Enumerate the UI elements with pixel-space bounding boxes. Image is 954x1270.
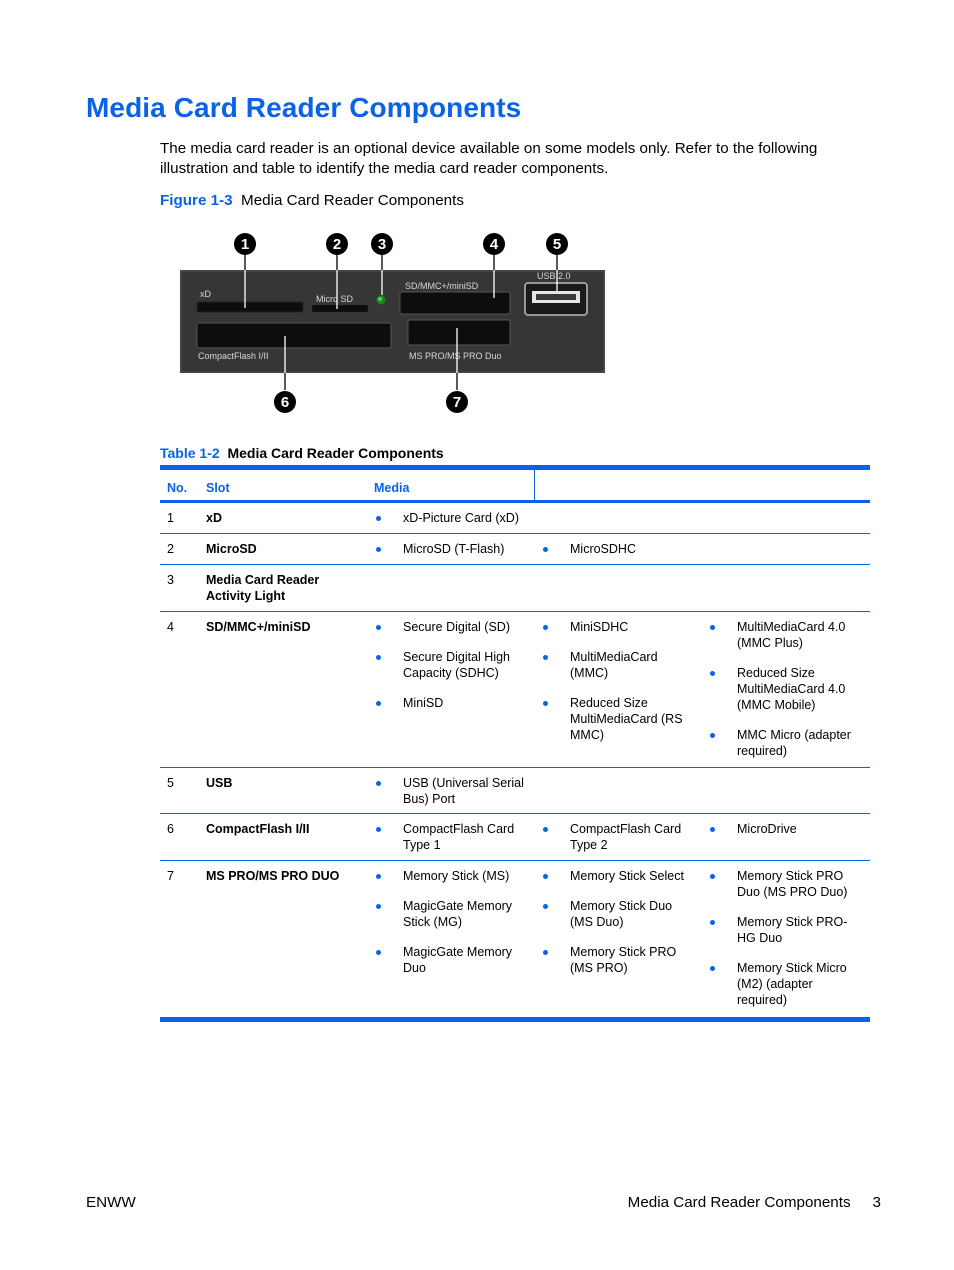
header-slot: Slot <box>206 481 230 495</box>
media-item: Memory Stick PRO (MS PRO) <box>541 944 691 976</box>
callout-1-label: 1 <box>240 236 250 253</box>
media-item: Secure Digital High Capacity (SDHC) <box>374 649 524 681</box>
media-column <box>708 868 858 1022</box>
media-item: MagicGate Memory Duo <box>374 944 524 976</box>
row-number: 2 <box>167 542 174 556</box>
figure-caption-text: Media Card Reader Components <box>241 192 464 209</box>
row-number: 6 <box>167 822 174 836</box>
table-caption <box>160 445 444 461</box>
callout-2-label: 2 <box>332 236 342 253</box>
components-table <box>160 465 870 1022</box>
row-slot: MS PRO/MS PRO DUO <box>206 869 340 883</box>
media-item: MultiMediaCard 4.0 (MMC Plus) <box>708 619 858 651</box>
media-item: Memory Stick (MS) <box>374 868 524 884</box>
media-column <box>541 868 691 990</box>
media-item: MagicGate Memory Stick (MG) <box>374 898 524 930</box>
figure-caption <box>160 192 464 209</box>
row-slot: Media Card Reader Activity Light <box>206 573 320 603</box>
table-row <box>160 565 870 612</box>
usb-label: USB 2.0 <box>537 271 571 281</box>
row-slot: xD <box>206 511 222 525</box>
header-media: Media <box>374 481 410 495</box>
row-slot: SD/MMC+/miniSD <box>206 620 311 634</box>
media-item: Memory Stick Micro (M2) (adapter required) <box>708 960 858 1008</box>
callout-4-label: 4 <box>489 236 499 253</box>
row-slot: CompactFlash I/II <box>206 822 310 836</box>
media-column <box>374 619 524 725</box>
page-title: Media Card Reader Components <box>86 92 522 123</box>
footer-left: ENWW <box>86 1194 136 1211</box>
sd-label: SD/MMC+/miniSD <box>405 281 479 291</box>
row-number: 4 <box>167 620 174 634</box>
row-slot: MicroSD <box>206 542 257 556</box>
media-item: MicroSD (T-Flash) <box>374 541 524 557</box>
table-row <box>160 612 870 768</box>
media-item: CompactFlash Card Type 2 <box>541 821 691 853</box>
media-column <box>374 868 524 990</box>
table-row <box>160 814 870 861</box>
media-item: Memory Stick PRO-HG Duo <box>708 914 858 946</box>
callout-6-label: 6 <box>280 394 290 411</box>
media-item: Memory Stick Select <box>541 868 691 884</box>
media-item: Secure Digital (SD) <box>374 619 524 635</box>
row-number: 5 <box>167 776 174 790</box>
footer-right <box>628 1194 881 1211</box>
row-number: 1 <box>167 511 174 525</box>
callout-5-label: 5 <box>552 236 562 253</box>
microsd-slot <box>312 305 368 312</box>
table-label: Table 1-2 <box>160 445 220 461</box>
media-column <box>708 619 858 773</box>
media-item: MultiMediaCard (MMC) <box>541 649 691 681</box>
media-column <box>708 821 858 851</box>
xd-slot <box>197 302 303 312</box>
table-body <box>160 503 870 1017</box>
table-row <box>160 534 870 565</box>
header-no: No. <box>167 481 188 495</box>
header-divider <box>534 470 535 500</box>
media-item: MicroSDHC <box>541 541 691 557</box>
microsd-label: Micro SD <box>316 294 354 304</box>
media-item: MiniSDHC <box>541 619 691 635</box>
card-reader-illustration <box>175 228 615 418</box>
media-item: xD-Picture Card (xD) <box>374 510 524 526</box>
row-number: 7 <box>167 869 174 883</box>
table-row <box>160 861 870 1017</box>
xd-label: xD <box>200 289 211 299</box>
row-number: 3 <box>167 573 174 587</box>
media-item: MicroDrive <box>708 821 858 837</box>
media-item: Memory Stick Duo (MS Duo) <box>541 898 691 930</box>
table-row <box>160 503 870 534</box>
compactflash-slot <box>197 323 391 348</box>
intro-paragraph: The media card reader is an optional device available on some models only. Refer to the following illustration and table to identify the media card reader components. <box>160 140 818 177</box>
media-item: MiniSD <box>374 695 524 711</box>
media-item: Reduced Size MultiMediaCard 4.0 (MMC Mobile) <box>708 665 858 713</box>
page-number: 3 <box>872 1194 881 1211</box>
table-caption-text: Media Card Reader Components <box>227 445 444 461</box>
table-row <box>160 768 870 814</box>
footer-section-title: Media Card Reader Components <box>627 1194 851 1211</box>
table-header <box>160 470 870 503</box>
figure-label: Figure 1-3 <box>160 192 233 209</box>
callout-7-label: 7 <box>452 394 462 411</box>
media-item: USB (Universal Serial Bus) Port <box>374 775 524 807</box>
ms-label: MS PRO/MS PRO Duo <box>409 351 502 361</box>
media-item: CompactFlash Card Type 1 <box>374 821 524 853</box>
compactflash-label: CompactFlash I/II <box>198 351 269 361</box>
media-item: Reduced Size MultiMediaCard (RS MMC) <box>541 695 691 743</box>
row-slot: USB <box>206 776 233 790</box>
media-column <box>541 619 691 757</box>
media-item: MMC Micro (adapter required) <box>708 727 858 759</box>
ms-slot <box>408 320 510 345</box>
media-item: Memory Stick PRO Duo (MS PRO Duo) <box>708 868 858 900</box>
callout-3-label: 3 <box>377 236 387 253</box>
